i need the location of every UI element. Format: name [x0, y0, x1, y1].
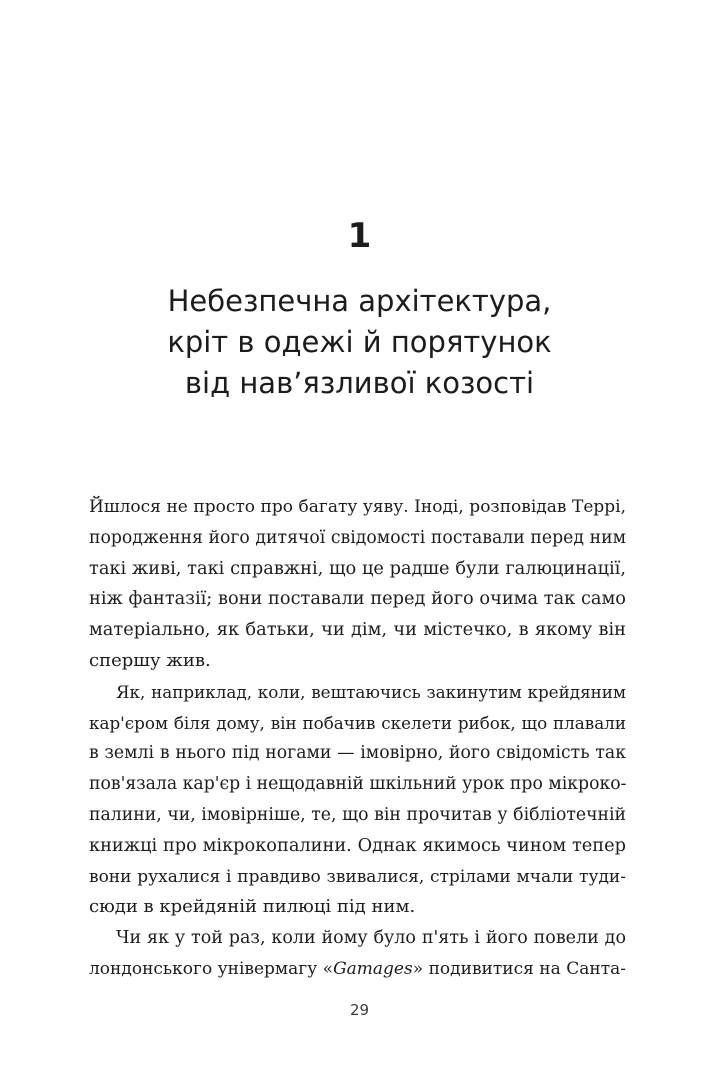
chapter-title-line: Небезпечна архітектура,	[167, 284, 552, 318]
text-segment: » подивитися на Санта-	[412, 958, 626, 979]
text-line: матеріально, як батьки, чи дім, чи містечко, в якому він	[89, 620, 626, 641]
text-line: ніж фантазії; вони поставали перед його очима так само	[89, 589, 626, 610]
page-number: 29	[349, 1001, 370, 1019]
text-line: вони рухалися і правдиво звивалися, стрілами мчали туди-	[89, 866, 626, 887]
text-line: Йшлося не просто про багату уяву. Іноді, розповідав Террі,	[89, 497, 626, 517]
text-line: Як, наприклад, коли, вештаючись закинутим крейдяним	[116, 681, 626, 702]
chapter-title-line: кріт в одежі й порятунок	[167, 325, 552, 359]
text-line: кар'єром біля дому, він побачив скелети рибок, що плавали	[89, 712, 626, 733]
chapter-number: 1	[347, 216, 372, 256]
chapter-title	[0, 281, 719, 404]
body-text	[89, 492, 626, 985]
text-line: такі живі, такі справжні, що це радше були галюцинації,	[89, 558, 626, 579]
store-name: Gamages	[333, 958, 413, 979]
text-line: в землі в нього під ногами — імовірно, його свідомість так	[89, 743, 626, 764]
text-line: книжці про мікрокопалини. Однак якимось чином тепер	[89, 835, 626, 856]
text-line: палини, чи, імовірніше, те, що він прочитав у бібліотечній	[89, 804, 626, 825]
text-line	[89, 954, 626, 985]
chapter-title-line: від навʼязливої козості	[184, 366, 535, 400]
text-line: пов'язала кар'єр і нещодавній шкільний урок про мікроко-	[89, 774, 627, 795]
text-line: Чи як у той раз, коли йому було п'ять і його повели до	[116, 928, 626, 949]
text-line: породження його дитячої свідомості поставали перед ним	[89, 527, 626, 548]
text-segment: лондонського універмагу «	[89, 958, 334, 979]
text-line: спершу жив.	[89, 649, 211, 671]
text-line: сюди в крейдяній пилюці під ним.	[89, 896, 416, 918]
